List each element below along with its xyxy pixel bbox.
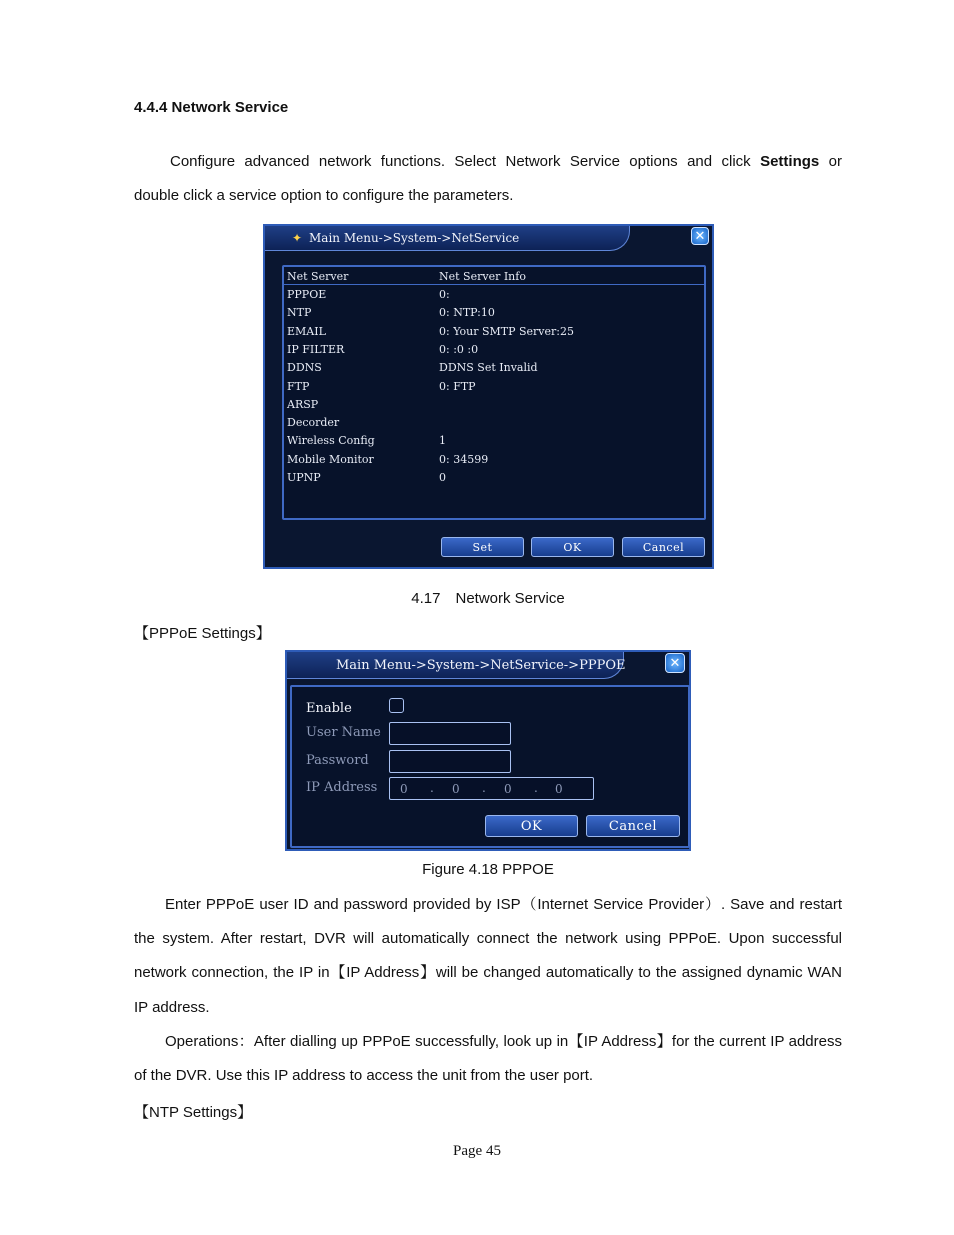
list-item-server[interactable]: NTP [287, 306, 312, 320]
ip-address-input[interactable] [389, 777, 594, 800]
para1-line2: the system. After restart, DVR will automatically connect the network using PPPoE. Upon successful [134, 930, 842, 947]
set-button[interactable]: Set [441, 537, 524, 557]
section-heading: 4.4.4 Network Service [134, 99, 289, 116]
page-number: Page 45 [453, 1143, 501, 1159]
cancel-button[interactable]: Cancel [622, 537, 705, 557]
para2-line1: Operations：After dialling up PPPoE successfully, look up in【IP Address】for the current IP address [165, 1033, 842, 1050]
list-item-info: 0: FTP [439, 379, 476, 393]
para1-line3: network connection, the IP in【IP Address】will be changed automatically to the assigned dynamic WAN [134, 964, 842, 981]
ip-octet-4: 0 [555, 782, 563, 796]
user-name-input[interactable] [389, 722, 511, 745]
list-item-server[interactable]: DDNS [287, 361, 322, 375]
close-icon[interactable]: ✕ [691, 227, 709, 245]
enable-checkbox[interactable] [389, 698, 404, 713]
list-item-server[interactable]: ARSP [287, 397, 319, 411]
list-item-info: 0: :0 :0 [439, 342, 479, 356]
list-item-info: 0: [439, 288, 450, 301]
list-item-info: 0 [439, 471, 446, 484]
para1-line4: IP address. [134, 999, 210, 1016]
list-item-server[interactable]: EMAIL [287, 324, 326, 338]
ip-dot-1: . [430, 781, 434, 795]
pppoe-title: Main Menu->System->NetService->PPPOE [336, 658, 626, 673]
intro-line-2: double click a service option to configure the parameters. [134, 187, 514, 204]
list-item-info: 0: Your SMTP Server:25 [439, 324, 574, 338]
figure-caption-4-17: 4.17 Network Service [411, 590, 565, 607]
figure-caption-4-18: Figure 4.18 PPPOE [422, 861, 554, 878]
netservice-title: Main Menu->System->NetService [309, 231, 520, 245]
intro-text-2: or [828, 153, 843, 170]
netservice-screenshot [263, 224, 714, 569]
intro-line-1 [170, 145, 842, 179]
cancel-button[interactable]: Cancel [586, 815, 680, 837]
intro-settings-bold: Settings [760, 153, 820, 170]
list-item-server[interactable]: Wireless Config [287, 434, 375, 448]
close-icon[interactable]: ✕ [665, 653, 685, 673]
user-name-label: User Name [306, 725, 381, 740]
list-item-server[interactable]: Mobile Monitor [287, 452, 374, 466]
netservice-list [282, 265, 706, 520]
pppoe-screenshot [285, 650, 691, 851]
ip-dot-2: . [482, 781, 486, 795]
list-item-info: 0: 34599 [439, 452, 489, 466]
ip-dot-3: . [534, 781, 538, 795]
list-item-server[interactable]: PPPOE [287, 288, 327, 301]
list-item-server[interactable]: IP FILTER [287, 342, 345, 356]
intro-text-1: Configure advanced network functions. Select Network Service options and click [170, 153, 751, 170]
ip-octet-1: 0 [400, 782, 408, 796]
column-header-info: Net Server Info [439, 270, 526, 283]
ok-button[interactable]: OK [531, 537, 614, 557]
password-label: Password [306, 753, 369, 768]
list-item-info: DDNS Set Invalid [439, 361, 538, 375]
ip-octet-2: 0 [452, 782, 460, 796]
list-item-server[interactable]: FTP [287, 379, 310, 393]
ip-address-label: IP Address [306, 780, 378, 795]
list-item-server[interactable]: UPNP [287, 471, 321, 484]
pppoe-settings-label: 【PPPoE Settings】 [134, 625, 271, 642]
password-input[interactable] [389, 750, 511, 773]
ok-button[interactable]: OK [485, 815, 578, 837]
menu-wand-icon: ✦ [292, 231, 303, 245]
ip-octet-3: 0 [504, 782, 512, 796]
list-item-info: 1 [439, 434, 446, 448]
list-item-server[interactable]: Decorder [287, 416, 340, 430]
column-header-server: Net Server [287, 270, 349, 283]
enable-label: Enable [306, 701, 352, 716]
para2-line2: of the DVR. Use this IP address to access the unit from the user port. [134, 1067, 594, 1084]
ntp-settings-label: 【NTP Settings】 [134, 1104, 253, 1121]
para1-line1: Enter PPPoE user ID and password provided by ISP（Internet Service Provider）. Save and restart [165, 896, 842, 913]
list-item-info: 0: NTP:10 [439, 306, 495, 320]
